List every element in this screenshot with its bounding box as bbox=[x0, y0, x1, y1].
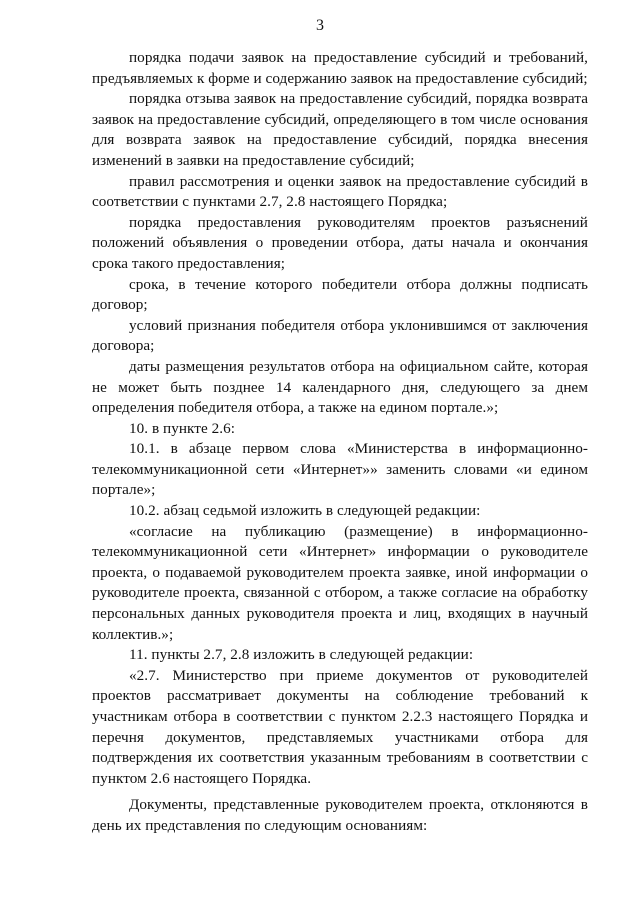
paragraph: «2.7. Министерство при приеме документов от руководителей проектов рассматривает документы на соблюдение требований к участникам отбора в соответствии с пунктом 2.2.3 настоящего Порядка и перечня документов, представляемых участниками отбора для подтверждения их соответствия указанным требованиям в соответствии с пунктом 2.6 настоящего Порядка. bbox=[92, 666, 588, 787]
paragraph: Документы, представленные руководителем проекта, отклоняются в день их представления по следующим основаниям: bbox=[92, 796, 588, 834]
paragraph: 10.1. в абзаце первом слова «Министерства в информационно-телекоммуникационной сети «Интернет»» заменить словами «и едином портале»; bbox=[92, 440, 588, 499]
page-number: 3 bbox=[316, 17, 324, 34]
paragraph: правил рассмотрения и оценки заявок на предоставление субсидий в соответствии с пунктами 2.7, 2.8 настоящего Порядка; bbox=[92, 172, 588, 211]
document-body bbox=[92, 48, 588, 837]
paragraph: порядка подачи заявок на предоставление субсидий и требований, предъявляемых к форме и содержанию заявок на предоставление субсидий; bbox=[92, 49, 588, 87]
paragraph: «согласие на публикацию (размещение) в информационно-телекоммуникационной сети «Интернет» информации о руководителе проекта, о подаваемой руководителем проекта заявке, иной информации о руководителе проекта, связанной с отбором, а также согласие на обработку персональных данных руководителя проекта и лиц, входящих в научный коллектив.»; bbox=[92, 522, 588, 643]
paragraph: условий признания победителя отбора уклонившимся от заключения договора; bbox=[92, 316, 588, 355]
paragraph: порядка отзыва заявок на предоставление субсидий, порядка возврата заявок на предоставление субсидий, определяющего в том числе основания для возврата заявок на предоставление субсидий, порядка внесения изменений в заявки на предоставление субсидий; bbox=[92, 90, 588, 169]
paragraph: 10.2. абзац седьмой изложить в следующей редакции: bbox=[129, 502, 481, 520]
paragraph: даты размещения результатов отбора на официальном сайте, которая не может быть позднее 14 календарного дня, следующего за днем определения победителя отбора, а также на едином портале.»; bbox=[92, 357, 588, 417]
paragraph: порядка предоставления руководителям проектов разъяснений положений объявления о проведении отбора, даты начала и окончания срока такого предоставления; bbox=[92, 213, 588, 272]
paragraph: 11. пункты 2.7, 2.8 изложить в следующей редакции: bbox=[129, 646, 474, 664]
paragraph: срока, в течение которого победители отбора должны подписать договор; bbox=[92, 275, 588, 314]
paragraph: 10. в пункте 2.6: bbox=[129, 419, 236, 437]
